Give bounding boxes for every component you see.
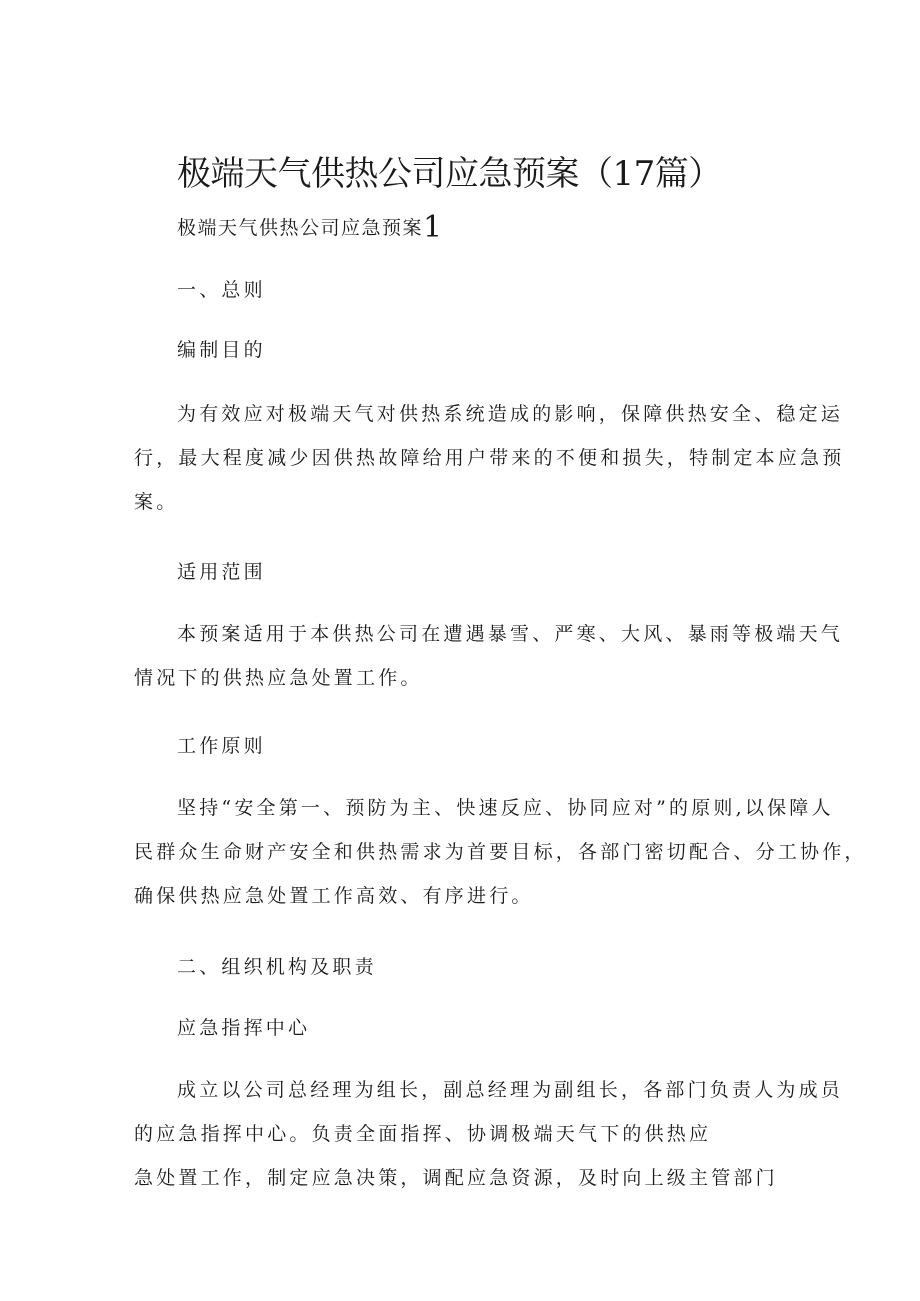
heading-command-center: 应急指挥中心 (177, 1017, 311, 1039)
heading-scope: 适用范围 (177, 561, 266, 583)
paragraph-principle (134, 786, 867, 918)
paragraph-line: 确保供热应急处置工作高效、有序进行。 (134, 885, 534, 907)
section-heading-general: 一、总则 (177, 279, 266, 301)
paragraph-line: 成立以公司总经理为组长，副总经理为副组长，各部门负责人为成员 (177, 1079, 844, 1101)
subtitle-number: 1 (423, 210, 443, 245)
paragraph-purpose (134, 392, 845, 524)
document-subtitle (177, 208, 442, 248)
paragraph-line: 坚持“安全第一、预防为主、快速反应、协同应对”的原则,以保障人 (177, 797, 834, 819)
paragraph-line: 为有效应对极端天气对供热系统造成的影响，保障供热安全、稳定运 (177, 403, 844, 425)
paragraph-line: 案。 (134, 491, 179, 513)
paragraph-scope (134, 612, 844, 700)
subtitle-text: 极端天气供热公司应急预案 (177, 217, 424, 239)
document-title: 极端天气供热公司应急预案（17篇） (177, 154, 722, 194)
paragraph-line: 本预案适用于本供热公司在遭遇暴雪、严寒、大风、暴雨等极端天气 (177, 623, 844, 645)
heading-purpose: 编制目的 (177, 339, 266, 361)
paragraph-line: 行，最大程度减少因供热故障给用户带来的不便和损失，特制定本应急预 (134, 447, 845, 469)
paragraph-line: 的应急指挥中心。负责全面指挥、协调极端天气下的供热应 (134, 1123, 712, 1145)
paragraph-line: 情况下的供热应急处置工作。 (134, 667, 423, 689)
paragraph-line: 民群众生命财产安全和供热需求为首要目标，各部门密切配合、分工协作， (134, 841, 867, 863)
paragraph-command-center (134, 1068, 844, 1200)
section-heading-organization: 二、组织机构及职责 (177, 956, 377, 978)
paragraph-line: 急处置工作，制定应急决策，调配应急资源，及时向上级主管部门 (134, 1167, 778, 1189)
heading-principle: 工作原则 (177, 735, 266, 757)
